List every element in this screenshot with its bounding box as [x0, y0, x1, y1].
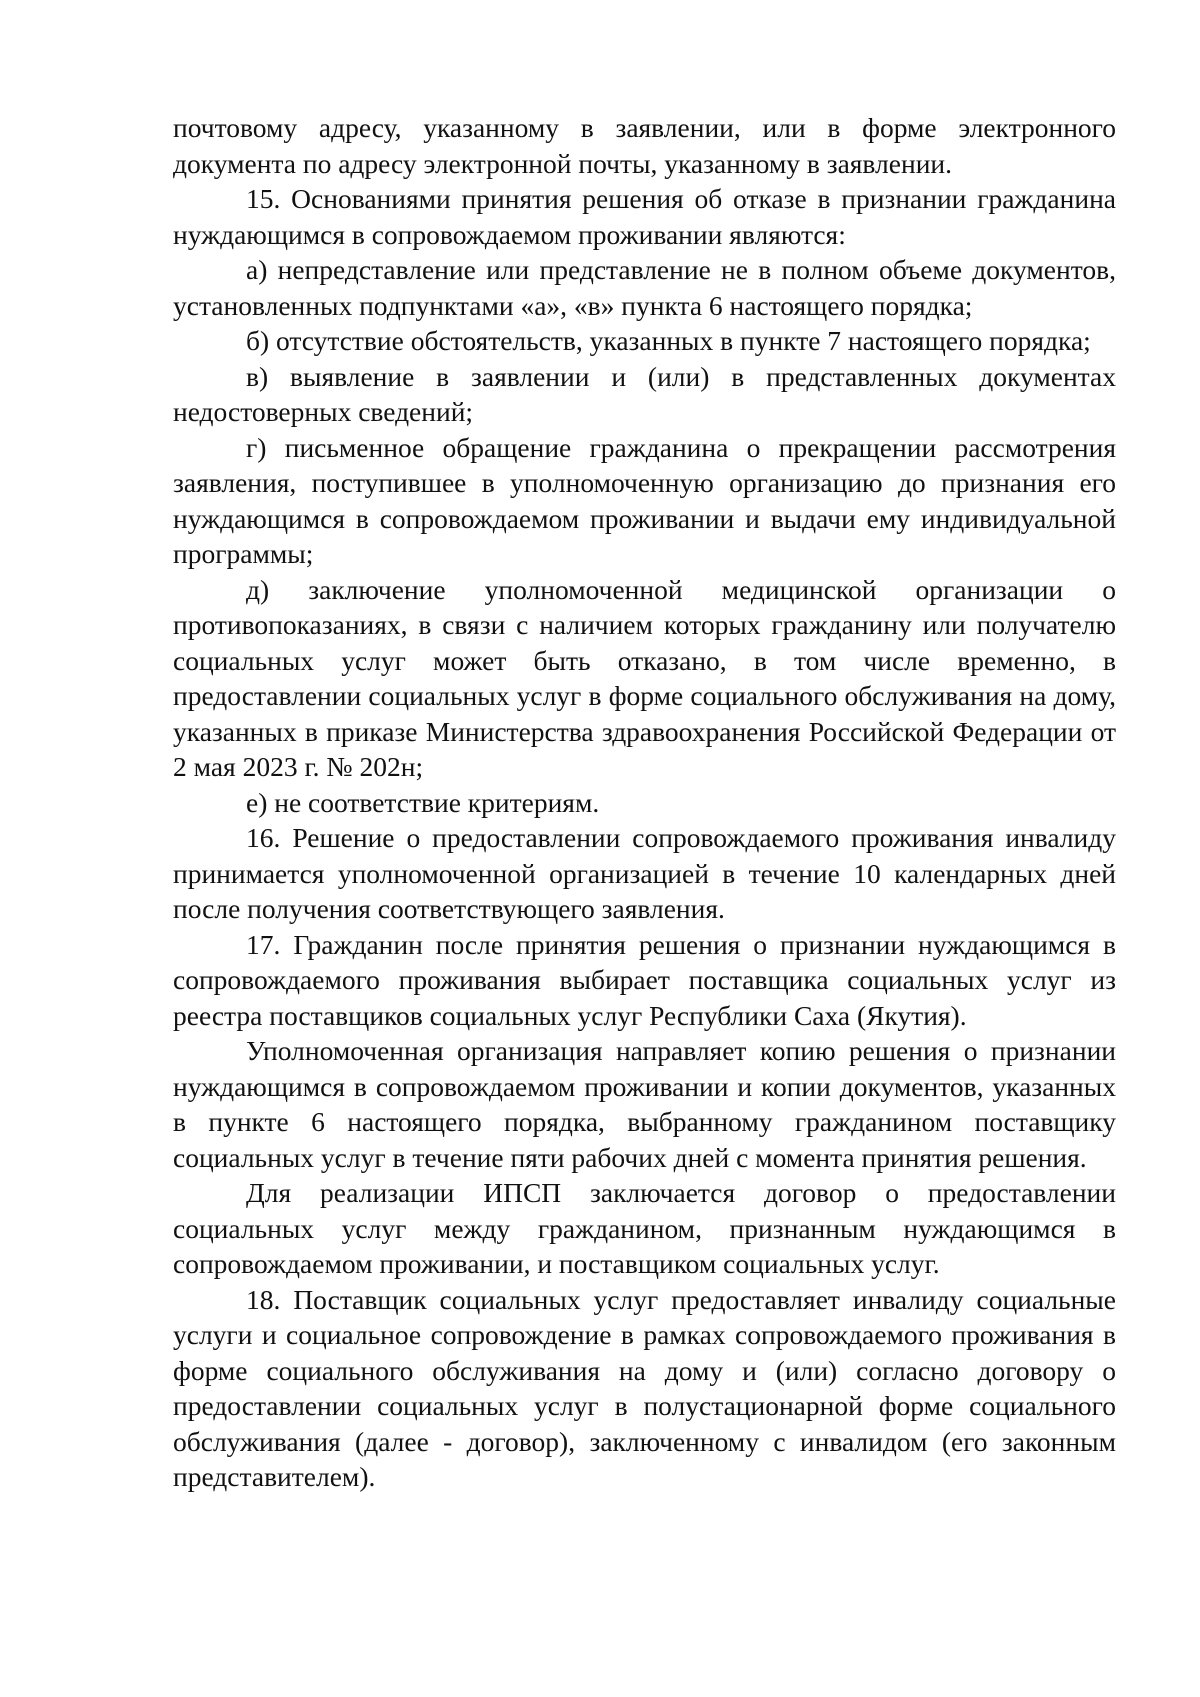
paragraph-item-18: 18. Поставщик социальных услуг предоставляет инвалиду социальные услуги и социальное сопровождение в рамках сопровождаемого проживания в форме социального обслуживания на дому и (или) согласно договору о предоставлении социальных услуг в полустационарной форме социального обслуживания (далее - договор), заключенному с инвалидом (его законным представителем). — [173, 1283, 1116, 1492]
paragraph-continuation: почтовому адресу, указанному в заявлении, или в форме электронного документа по адресу электронной почты, указанному в заявлении. — [173, 112, 1116, 179]
paragraph-ipsp-contract: Для реализации ИПСП заключается договор о предоставлении социальных услуг между гражданином, признанным нуждающимся в сопровождаемом проживании, и поставщиком социальных услуг. — [173, 1177, 1116, 1279]
document-body — [173, 110, 1116, 1495]
paragraph-subitem-v: в) выявление в заявлении и (или) в представленных документах недостоверных сведений; — [173, 360, 1116, 427]
paragraph-item-15: 15. Основаниями принятия решения об отказе в признании гражданина нуждающимся в сопровождаемом проживании являются: — [173, 183, 1116, 250]
paragraph-subitem-b: б) отсутствие обстоятельств, указанных в пункте 7 настоящего порядка; — [246, 325, 1091, 356]
paragraph-subitem-g: г) письменное обращение гражданина о прекращении рассмотрения заявления, поступившее в уполномоченную организацию до признания его нуждающимся в сопровождаемом проживании и выдачи ему индивидуальной программы; — [173, 431, 1116, 569]
paragraph-item-16: 16. Решение о предоставлении сопровождаемого проживания инвалиду принимается уполномоченной организацией в течение 10 календарных дней после получения соответствующего заявления. — [173, 822, 1116, 924]
paragraph-item-17: 17. Гражданин после принятия решения о признании нуждающимся в сопровождаемого проживания выбирает поставщика социальных услуг из реестра поставщиков социальных услуг Республики Саха (Якутия). — [173, 928, 1116, 1031]
paragraph-subitem-e: е) не соответствие критериям. — [246, 786, 600, 818]
paragraph-authorized-organization: Уполномоченная организация направляет копию решения о признании нуждающимся в сопровождаемом проживании и копии документов, указанных в пункте 6 настоящего порядка, выбранному гражданином поставщику социальных услуг в течение пяти рабочих дней с момента принятия решения. — [173, 1035, 1116, 1173]
paragraph-subitem-a: а) непредставление или представление не в полном объеме документов, установленных подпунктами «а», «в» пункта 6 настоящего порядка; — [173, 254, 1116, 321]
paragraph-subitem-d: д) заключение уполномоченной медицинской организации о противопоказаниях, в связи с наличием которых гражданину или получателю социальных услуг может быть отказано, в том числе временно, в предоставлении социальных услуг в форме социального обслуживания на дому, указанных в приказе Министерства здравоохранения Российской Федерации от 2 мая 2023 г. № 202н; — [173, 573, 1116, 782]
